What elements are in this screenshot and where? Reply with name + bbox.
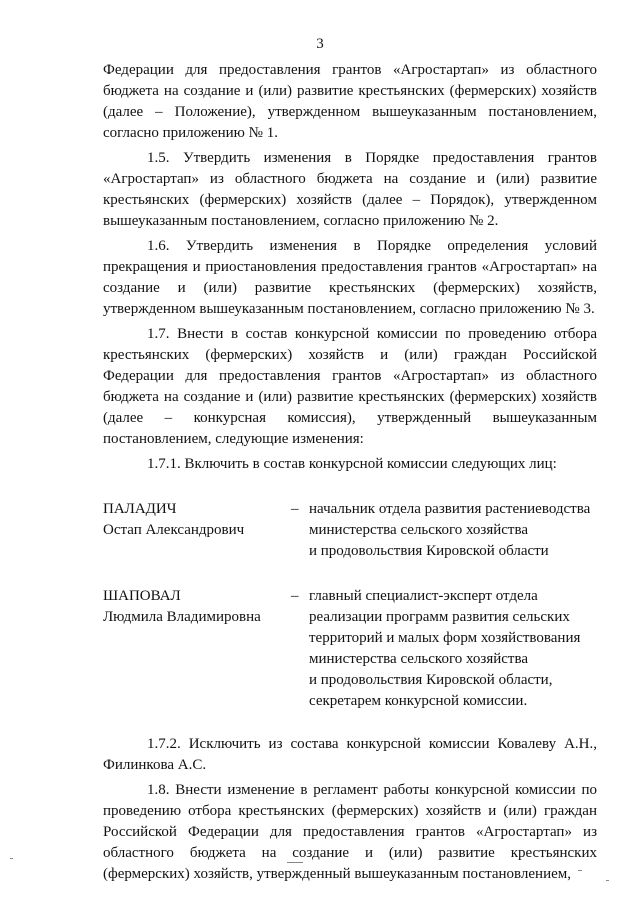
paragraph-1-7-1: 1.7.1. Включить в состав конкурсной комиссии следующих лиц: [147,456,557,472]
position-line: главный специалист-эксперт отдела [309,588,538,604]
position-line: территорий и малых форм хозяйствования [309,630,581,646]
position-line: и продовольствия Кировской области, [309,672,553,688]
commission-member-paladich [103,499,597,562]
scan-artifact [287,862,303,863]
scan-artifact [578,870,582,871]
member-name [103,499,291,541]
scan-artifact [606,880,609,881]
member-position [309,499,597,562]
document-body [103,60,597,885]
member-surname: ШАПОВАЛ [103,588,181,604]
member-position [309,586,597,712]
paragraph-1-8: 1.8. Внести изменение в регламент работы конкурсной комиссии по проведению отбора крестьянских (фермерских) хозяйств и (или) граждан Российской Федерации для предоставления грантов «Агростартап» из областного бюджета на создание и (или) развитие крестьянских (фермерских) хозяйств, утвержденный вышеуказанным постановлением, [103,782,597,882]
member-given-names: Остап Александрович [103,522,245,538]
paragraph-1-5: 1.5. Утвердить изменения в Порядке предоставления грантов «Агростартап» из областного бюджета на создание и (или) развитие крестьянских (фермерских) хозяйств (далее – Порядок), утвержденном вышеуказанным постановлением, согласно приложению № 2. [103,150,597,229]
paragraph-1-7-2: 1.7.2. Исключить из состава конкурсной комиссии Ковалеву А.Н., Филинкова А.С. [103,736,597,773]
commission-member-shapoval [103,586,597,712]
paragraph-1-7: 1.7. Внести в состав конкурсной комиссии по проведению отбора крестьянских (фермерских) хозяйств и (или) граждан Российской Федерации для предоставления грантов «Агростартап» из областного бюджета на создание и (или) развитие крестьянских (фермерских) хозяйств (далее – конкурсная комиссия), утвержденный вышеуказанным постановлением, следующие изменения: [103,326,597,447]
member-surname: ПАЛАДИЧ [103,501,177,517]
member-dash: – [291,588,299,604]
position-line: министерства сельского хозяйства [309,522,529,538]
paragraph-1-6: 1.6. Утвердить изменения в Порядке определения условий прекращения и приостановления предоставления грантов «Агростартап» на создание и (или) развитие крестьянских (фермерских) хозяйств, утвержденном вышеуказанным постановлением, согласно приложению № 3. [103,238,597,317]
paragraph-continuation: Федерации для предоставления грантов «Агростартап» из областного бюджета на создание и (или) развитие крестьянских (фермерских) хозяйств (далее – Положение), утвержденном вышеуказанным постановлением, согласно приложению № 1. [103,62,597,141]
member-given-names: Людмила Владимировна [103,609,261,625]
position-line: министерства сельского хозяйства [309,651,529,667]
page-number: 3 [316,36,324,52]
position-line: и продовольствия Кировской области [309,543,549,559]
scan-artifact [10,858,13,859]
member-dash: – [291,501,299,517]
position-line: реализации программ развития сельских [309,609,570,625]
member-name [103,586,291,628]
position-line: начальник отдела развития растениеводства [309,501,591,517]
position-line: секретарем конкурсной комиссии. [309,693,528,709]
